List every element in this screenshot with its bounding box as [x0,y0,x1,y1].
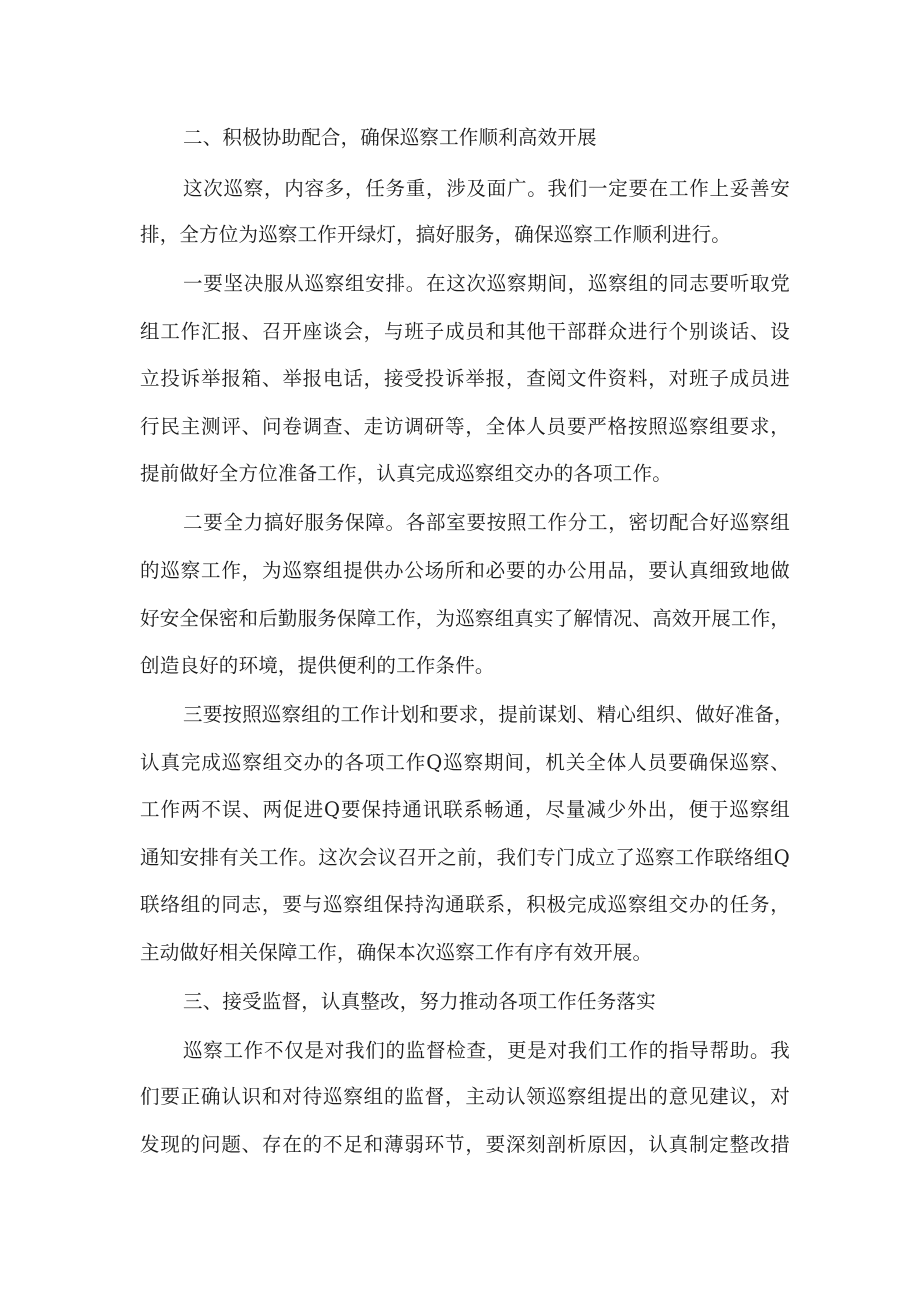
paragraph-line: 的巡察工作，为巡察组提供办公场所和必要的办公用品，要认真细致地做 [140,559,790,582]
paragraph-line: 认真完成巡察组交办的各项工作Q巡察期间，机关全体人员要确保巡察、 [140,751,790,774]
paragraph-line: 发现的问题、存在的不足和薄弱环节，要深刻剖析原因，认真制定整改措 [140,1133,790,1156]
paragraph-line: 二要全力搞好服务保障。各部室要按照工作分工，密切配合好巡察组 [183,511,790,534]
paragraph-line: 好安全保密和后勤服务保障工作，为巡察组真实了解情况、高效开展工作， [140,607,791,630]
paragraph-line: 立投诉举报箱、举报电话，接受投诉举报，查阅文件资料，对班子成员进 [140,367,790,390]
section-heading: 二、积极协助配合，确保巡察工作顺利高效开展 [183,126,597,149]
paragraph-line: 工作两不误、两促进Q要保持通讯联系畅通，尽量减少外出，便于巡察组 [140,798,790,821]
paragraph-line: 三要按照巡察组的工作计划和要求，提前谋划、精心组织、做好准备， [183,703,794,726]
paragraph-line: 通知安排有关工作。这次会议召开之前，我们专门成立了巡察工作联络组Q [140,846,790,869]
paragraph-line: 巡察工作不仅是对我们的监督检查，更是对我们工作的指导帮助。我 [183,1039,790,1062]
section-heading: 三、接受监督，认真整改，努力推动各项工作任务落实 [183,990,656,1013]
paragraph-line: 组工作汇报、召开座谈会，与班子成员和其他干部群众进行个别谈话、设 [140,320,790,343]
paragraph-line: 主动做好相关保障工作，确保本次巡察工作有序有效开展。 [140,941,653,964]
paragraph-line: 行民主测评、问卷调查、走访调研等，全体人员要严格按照巡察组要求， [140,415,790,438]
paragraph-line: 这次巡察，内容多，任务重，涉及面广。我们一定要在工作上妥善安 [183,177,790,200]
paragraph-line: 排，全方位为巡察工作开绿灯，搞好服务，确保巡察工作顺利进行。 [140,223,732,246]
paragraph-line: 联络组的同志，要与巡察组保持沟通联系，积极完成巡察组交办的任务， [140,893,790,916]
paragraph-line: 提前做好全方位准备工作，认真完成巡察组交办的各项工作。 [140,462,672,485]
paragraph-line: 一要坚决服从巡察组安排。在这次巡察期间，巡察组的同志要听取党 [183,272,790,295]
paragraph-line: 们要正确认识和对待巡察组的监督，主动认领巡察组提出的意见建议，对 [140,1085,790,1108]
paragraph-line: 创造良好的环境，提供便利的工作条件。 [140,654,495,677]
